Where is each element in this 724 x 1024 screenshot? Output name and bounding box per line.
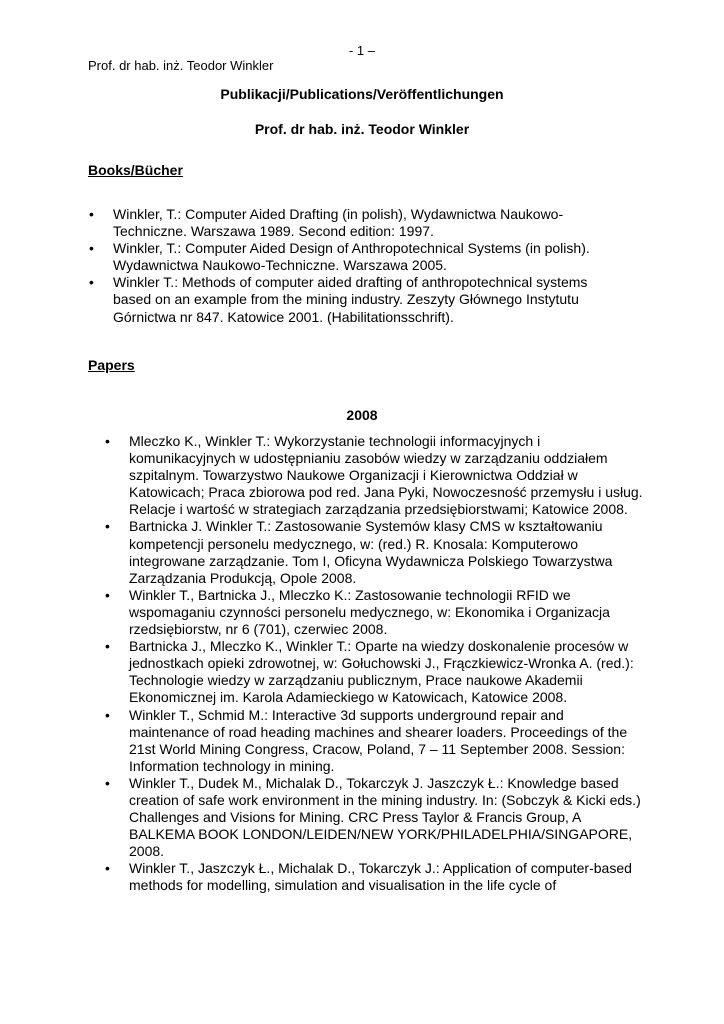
paper-item-text: Winkler T., Dudek M., Michalak D., Tokarczyk J. Jaszczyk Ł.: Knowledge based creation of safe work environment in the mining industry. In: (Sobczyk & Kicki eds.) Challenges and Visions for Mining. CRC Press Taylor & Francis Group, A BALKEMA BOOK LONDON/LEIDEN/NEW YORK/PHILADELPHIA/SINGAPORE, 2008. (129, 774, 641, 860)
bullet-icon: • (105, 433, 110, 449)
paper-item (105, 774, 644, 860)
paper-item (105, 518, 644, 586)
page-number: - 1 – (348, 43, 375, 58)
bullet-icon: • (105, 860, 110, 877)
books-heading: Books/Bücher (88, 162, 183, 178)
book-item-text: Winkler T.: Methods of computer aided drafting of anthropotechnical systems based on an example from the mining industry. Zeszyty Głównego Instytutu Górnictwa nr 847. Katowice 2001. (Habilitationsschrift). (113, 274, 588, 325)
paper-item-text: Bartnicka J. Winkler T.: Zastosowanie Systemów klasy CMS w kształtowaniu kompetencji personelu medycznego, w: (red.) R. Knosala: Komputerowo integrowane zarządzanie. Tom I, Oficyna Wydawnicza Polskiego Towarzystwa Zarządzania Produkcją, Opole 2008. (129, 518, 613, 586)
paper-item (105, 860, 644, 894)
books-list (89, 206, 613, 326)
bullet-icon: • (89, 240, 94, 257)
document-title: Publikacji/Publications/Veröffentlichungen (220, 86, 504, 102)
paper-item-text: Mleczko K., Winkler T.: Wykorzystanie technologii informacyjnych i komunikacyjnych w udostępnianiu zasobów wiedzy w zarządzaniu oddziałem szpitalnym. Towarzystwo Naukowe Organizacji i Kierownictwa Oddział w Katowicach; Praca zbiorowa pod red. Jana Pyki, Nowoczesność przemysłu i usług. Relacje i wartość w strategiach zarządzania przedsiębiorstwami; Katowice 2008. (129, 433, 643, 518)
bullet-icon: • (89, 274, 94, 291)
paper-item-text: Bartnicka J., Mleczko K., Winkler T.: Oparte na wiedzy doskonalenie procesów w jednostkach opieki zdrowotnej, w: Gołuchowski J., Frączkiewicz-Wronka A. (red.): Technologie wiedzy w zarządzaniu publicznym, Prace naukowe Akademii Ekonomicznej im. Karola Adamieckiego w Katowicach, Katowice 2008. (129, 638, 634, 706)
paper-item-text: Winkler T., Jaszczyk Ł., Michalak D., Tokarczyk J.: Application of computer-based methods for modelling, simulation and visualisation in the life cycle of (129, 860, 632, 894)
papers-list (105, 433, 644, 895)
book-item (89, 206, 613, 240)
bullet-icon: • (105, 586, 110, 603)
bullet-icon: • (105, 706, 110, 723)
book-item (89, 274, 613, 325)
year-heading: 2008 (346, 407, 378, 423)
paper-item (105, 586, 644, 638)
paper-item-text: Winkler T., Schmid M.: Interactive 3d supports underground repair and maintenance of road heading machines and shearer loaders. Proceedings of the 21st World Mining Congress, Cracow, Poland, 7 – 11 September 2008. Session: Information technology in mining. (129, 706, 628, 774)
book-item-text: Winkler, T.: Computer Aided Design of Anthropotechnical Systems (in polish). Wydawnictwa Naukowo-Techniczne. Warszawa 2005. (113, 240, 590, 274)
document-subtitle: Prof. dr hab. inż. Teodor Winkler (254, 121, 470, 137)
paper-item (105, 706, 644, 775)
bullet-icon: • (105, 518, 110, 535)
papers-heading: Papers (88, 357, 135, 373)
paper-item (105, 433, 644, 518)
paper-item-text: Winkler T., Bartnicka J., Mleczko K.: Zastosowanie technologii RFID we wspomaganiu czynności personelu medycznego, w: Ekonomika i Organizacja rzedsiębiorstw, nr 6 (701), czerwiec 2008. (129, 586, 610, 638)
paper-item (105, 638, 644, 706)
header-author: Prof. dr hab. inż. Teodor Winkler (88, 58, 274, 73)
book-item-text: Winkler, T.: Computer Aided Drafting (in polish), Wydawnictwa Naukowo-Techniczne. Warszawa 1989. Second edition: 1997. (113, 206, 564, 240)
book-item (89, 240, 613, 274)
bullet-icon: • (105, 638, 110, 655)
bullet-icon: • (105, 774, 110, 791)
bullet-icon: • (89, 206, 94, 222)
